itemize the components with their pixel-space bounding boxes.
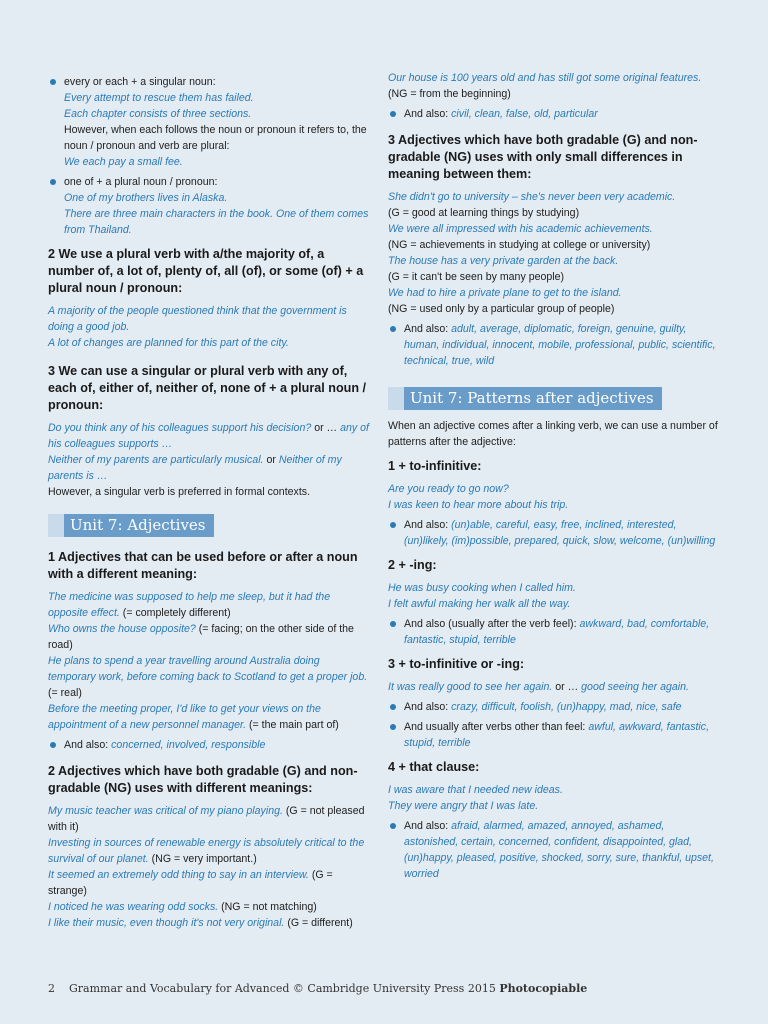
example-text: Who owns the house opposite? xyxy=(48,623,196,635)
note-text: (G = not pleased with it) xyxy=(48,805,365,833)
note-text: (NG = very important.) xyxy=(148,853,257,865)
unit-heading-patterns: Unit 7: Patterns after adjectives xyxy=(388,387,662,410)
note-text: (NG = not matching) xyxy=(218,901,317,913)
example-paragraph xyxy=(48,420,370,452)
example-text: It was really good to see her again. xyxy=(388,681,553,693)
example-line: I was keen to hear more about his trip. xyxy=(388,499,569,511)
also-list: concerned, involved, responsible xyxy=(111,739,266,751)
example-text: It seemed an extremely odd thing to say in an interview. xyxy=(48,869,309,881)
example-text: Neither of my parents are particularly musical. xyxy=(48,454,264,466)
or-text: or xyxy=(263,454,279,466)
example-text: any of his colleagues supports … xyxy=(48,422,369,450)
page-footer xyxy=(48,981,587,997)
note-line: (G = it can't be seen by many people) xyxy=(388,271,565,283)
heading-singular-plural: 3 We can use a singular or plural verb with any of, each of, either of, neither of, none of + a plural noun / pronoun: xyxy=(48,364,367,412)
photocopiable-label: Photocopiable xyxy=(499,982,588,995)
note-line: (G = good at learning things by studying) xyxy=(388,207,580,219)
example-paragraph xyxy=(48,653,370,701)
bullet-and-also xyxy=(388,818,718,882)
example-text: Before the meeting proper, I'd like to get your views on the appointment of a new personnel manager. xyxy=(48,703,321,731)
example-line: Are you ready to go now? xyxy=(388,483,509,495)
example-paragraph xyxy=(48,621,370,653)
example-line: We each pay a small fee. xyxy=(64,156,183,168)
example-paragraph xyxy=(48,589,370,621)
bullet-and-also xyxy=(388,719,718,751)
note-line: However, when each follows the noun or pronoun it refers to, the noun / pronoun and verb are plural: xyxy=(64,124,367,152)
example-text: I like their music, even though it's not very original. xyxy=(48,917,285,929)
heading-pattern-4: 4 + that clause: xyxy=(388,760,480,774)
or-text: or … xyxy=(311,422,341,434)
example-text: good seeing her again. xyxy=(581,681,689,693)
heading-pattern-2: 2 + -ing: xyxy=(388,558,437,572)
example-text: My music teacher was critical of my piano playing. xyxy=(48,805,283,817)
also-list: awful, awkward, fantastic, stupid, terrible xyxy=(404,721,710,749)
left-column xyxy=(48,70,370,931)
example-line: Each chapter consists of three sections. xyxy=(64,108,252,120)
footer-text: Grammar and Vocabulary for Advanced © Cambridge University Press 2015 xyxy=(69,982,496,995)
also-list: civil, clean, false, old, particular xyxy=(451,108,598,120)
also-list: awkward, bad, comfortable, fantastic, stupid, terrible xyxy=(404,618,710,646)
bullet-and-also xyxy=(388,616,718,648)
bullet-and-also xyxy=(48,737,370,753)
bullet-every-each xyxy=(48,74,370,170)
heading-pattern-1: 1 + to-infinitive: xyxy=(388,459,482,473)
example-paragraph xyxy=(48,452,370,484)
note-line: However, a singular verb is preferred in formal contexts. xyxy=(48,486,311,498)
note-text: (= real) xyxy=(48,687,82,699)
example-text: He plans to spend a year travelling around Australia doing temporary work, before coming back to Scotland to get a proper job. xyxy=(48,655,368,683)
note-text: (= completely different) xyxy=(119,607,231,619)
note-text: (= facing; on the other side of the road) xyxy=(48,623,354,651)
example-line: She didn't go to university – she's never been very academic. xyxy=(388,191,676,203)
example-line: Our house is 100 years old and has still got some original features. xyxy=(388,72,702,84)
example-paragraph xyxy=(48,803,370,835)
example-line: I was aware that I needed new ideas. xyxy=(388,784,563,796)
page-number: 2 xyxy=(48,982,55,995)
note-text: (G = strange) xyxy=(48,869,333,897)
or-text: or … xyxy=(552,681,582,693)
example-line: One of my brothers lives in Alaska. xyxy=(64,192,228,204)
also-list: crazy, difficult, foolish, (un)happy, mad, nice, safe xyxy=(451,701,682,713)
example-paragraph xyxy=(48,867,370,899)
example-line: Every attempt to rescue them has failed. xyxy=(64,92,254,104)
bullet-and-also xyxy=(388,321,718,369)
example-line: They were angry that I was late. xyxy=(388,800,539,812)
example-line: The house has a very private garden at the back. xyxy=(388,255,619,267)
also-label: And also (usually after the verb feel): xyxy=(404,618,580,630)
heading-plural-verb: 2 We use a plural verb with a/the majority of, a number of, a lot of, plenty of, all (of), or some (of) + a plural noun / pronoun: xyxy=(48,247,364,295)
bullet-lead: one of + a plural noun / pronoun: xyxy=(64,176,218,188)
bullet-one-of xyxy=(48,174,370,238)
note-line: (NG = from the beginning) xyxy=(388,88,511,100)
right-column xyxy=(388,70,718,886)
bullet-and-also xyxy=(388,106,718,122)
note-line: (NG = used only by a particular group of people) xyxy=(388,303,615,315)
example-paragraph xyxy=(48,915,370,931)
bullet-and-also xyxy=(388,517,718,549)
also-label: And also: xyxy=(404,701,452,713)
example-paragraph xyxy=(388,679,718,695)
bullet-lead: every or each + a singular noun: xyxy=(64,76,216,88)
heading-small-differences: 3 Adjectives which have both gradable (G) and non-gradable (NG) uses with only small differences in meaning between them: xyxy=(388,133,698,181)
also-label: And also: xyxy=(64,739,112,751)
example-line: He was busy cooking when I called him. xyxy=(388,582,576,594)
unit-heading-adjectives: Unit 7: Adjectives xyxy=(48,514,214,537)
example-text: Investing in sources of renewable energy is absolutely critical to the survival of our planet. xyxy=(48,837,365,865)
also-list: afraid, alarmed, amazed, annoyed, ashamed, astonished, certain, concerned, confident, disappointed, glad, (un)happy, pleased, positive, shocked, sorry, sure, thankful, upset, worried xyxy=(404,820,714,880)
note-text: (= the main part of) xyxy=(246,719,339,731)
example-text: Neither of my parents is … xyxy=(48,454,342,482)
example-line: I felt awful making her walk all the way. xyxy=(388,598,571,610)
example-paragraph xyxy=(48,835,370,867)
example-line: We had to hire a private plane to get to the island. xyxy=(388,287,622,299)
example-line: We were all impressed with his academic achievements. xyxy=(388,223,653,235)
also-label: And also: xyxy=(404,519,452,531)
intro-text: When an adjective comes after a linking verb, we can use a number of patterns after the adjective: xyxy=(388,420,718,448)
example-text: The medicine was supposed to help me sleep, but it had the opposite effect. xyxy=(48,591,331,619)
example-line: A lot of changes are planned for this part of the city. xyxy=(48,337,289,349)
heading-pattern-3: 3 + to-infinitive or -ing: xyxy=(388,657,525,671)
heading-adjectives-before-after: 1 Adjectives that can be used before or after a noun with a different meaning: xyxy=(48,550,358,581)
also-label: And also: xyxy=(404,820,452,832)
also-label: And usually after verbs other than feel: xyxy=(404,721,589,733)
example-text: Do you think any of his colleagues support his decision? xyxy=(48,422,312,434)
example-paragraph xyxy=(48,899,370,915)
bullet-and-also xyxy=(388,699,718,715)
also-label: And also: xyxy=(404,323,452,335)
heading-gradable: 2 Adjectives which have both gradable (G) and non-gradable (NG) uses with different meanings: xyxy=(48,764,358,795)
note-text: (G = different) xyxy=(284,917,353,929)
example-text: I noticed he was wearing odd socks. xyxy=(48,901,219,913)
example-line: There are three main characters in the book. One of them comes from Thailand. xyxy=(64,208,369,236)
also-list: (un)able, careful, easy, free, inclined, interested, (un)likely, (im)possible, prepared, quick, slow, welcome, (un)willing xyxy=(404,519,716,547)
example-line: A majority of the people questioned think that the government is doing a good job. xyxy=(48,305,347,333)
note-line: (NG = achievements in studying at college or university) xyxy=(388,239,651,251)
also-list: adult, average, diplomatic, foreign, genuine, guilty, human, individual, innocent, mobile, professional, public, scientific, technical, true, wild xyxy=(404,323,716,367)
also-label: And also: xyxy=(404,108,452,120)
example-paragraph xyxy=(48,701,370,733)
